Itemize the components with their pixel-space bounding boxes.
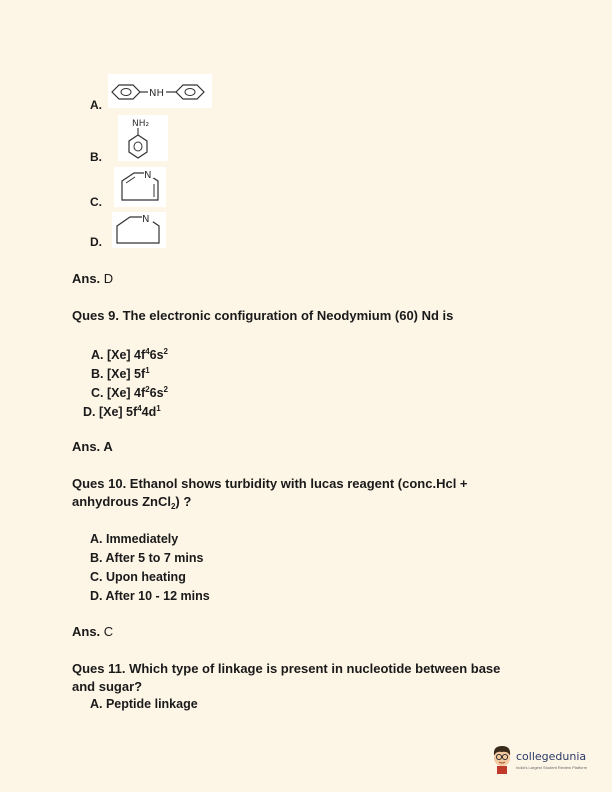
answer-q9 (72, 439, 113, 454)
mascot-icon (490, 743, 514, 775)
answer-value: C (103, 624, 114, 639)
logo-wordmark: collegedunia (516, 750, 587, 763)
question-11 (72, 660, 500, 696)
answer-q8 (72, 271, 113, 286)
q8-option-d-letter: D. (90, 235, 102, 249)
question-11-line1: Ques 11. Which type of linkage is present in nucleotide between base (72, 661, 501, 676)
aniline-structure (118, 115, 168, 161)
q10-option-a: A. Immediately (90, 532, 179, 546)
q9-option-a: A. [Xe] $4f^46s^2$ (91, 347, 168, 362)
collegedunia-logo (490, 743, 600, 777)
question-11-line2: and sugar? (72, 679, 143, 694)
q10-options (90, 530, 210, 606)
q8-option-b-letter: B. (90, 150, 102, 164)
q10-option-c: C. Upon heating (90, 570, 186, 584)
answer-value: A (103, 439, 113, 454)
answer-prefix: Ans. (72, 439, 101, 454)
n-label: N (142, 214, 150, 225)
q8-option-d-structure (112, 212, 166, 248)
pyridine-structure (114, 167, 166, 207)
question-10-line1: Ques 10. Ethanol shows turbidity with lucas reagent (conc.Hcl + (72, 476, 468, 491)
q8-option-c-letter: C. (90, 195, 102, 209)
question-10-line2: anhydrous ZnCl$_2$) ? (72, 494, 192, 511)
answer-value: D (103, 271, 114, 286)
diphenylamine-structure (108, 74, 212, 108)
q9-option-c: C. [Xe] $4f^26s^2$ (91, 385, 168, 400)
logo-tagline: India's Largest Student Review Platform (516, 765, 588, 770)
q8-option-a-structure (108, 74, 212, 108)
q8-option-c-structure (114, 167, 166, 207)
question-9: Ques 9. The electronic configuration of Neodymium (60) Nd is (72, 308, 454, 323)
q9-option-d: D. [Xe] $5f^44d^1$ (83, 404, 161, 419)
answer-prefix: Ans. (72, 624, 101, 639)
n-label: N (144, 170, 152, 181)
q10-option-d: D. After 10 - 12 mins (90, 589, 210, 603)
q11-option-a: A. Peptide linkage (90, 697, 198, 711)
q8-option-a-letter: A. (90, 98, 102, 112)
q8-option-b-structure (118, 115, 168, 161)
answer-prefix: Ans. (72, 271, 101, 286)
q9-options (83, 346, 168, 422)
nh2-label: NH₂ (132, 119, 150, 129)
answer-q10 (72, 624, 113, 639)
nh-label: NH (149, 88, 164, 99)
question-10 (72, 475, 468, 511)
q9-option-b: B. [Xe] $5f^1$ (91, 366, 150, 381)
piperidine-structure (112, 212, 166, 248)
q10-option-b: B. After 5 to 7 mins (90, 551, 204, 565)
